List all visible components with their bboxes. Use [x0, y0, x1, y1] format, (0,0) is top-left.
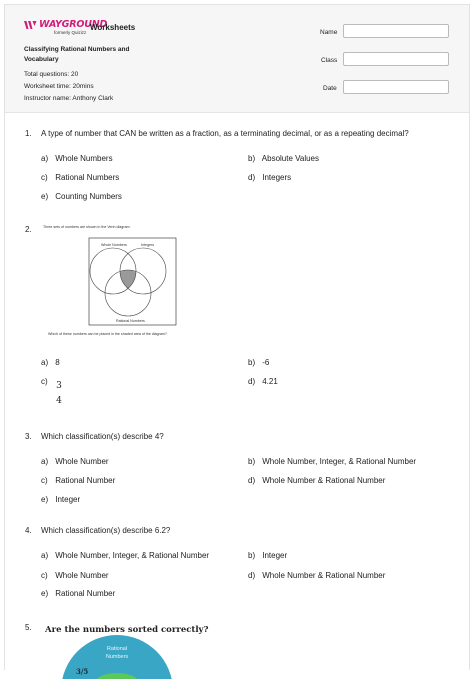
option-letter: e) — [41, 589, 49, 598]
option-c[interactable] — [41, 173, 119, 182]
option-c[interactable] — [41, 571, 109, 580]
option-d[interactable] — [248, 377, 278, 386]
brand-subtitle: formerly Quizizz — [54, 30, 87, 35]
option-a[interactable] — [41, 551, 209, 560]
option-label: Integer — [262, 551, 288, 560]
option-b[interactable] — [248, 551, 287, 560]
option-letter: c) — [41, 377, 48, 386]
instructor-name: Instructor name: Anthony Clark — [24, 95, 114, 102]
venn-label-integers: Integers — [141, 243, 154, 247]
option-letter: a) — [41, 154, 49, 163]
option-e[interactable] — [41, 589, 115, 598]
option-c[interactable] — [41, 476, 115, 485]
date-label: Date — [323, 85, 337, 92]
option-label: 8 — [55, 358, 60, 367]
question-number: 3. — [25, 432, 32, 441]
option-label: 4.21 — [262, 377, 278, 386]
venn-diagram — [43, 223, 193, 339]
option-label: -6 — [262, 358, 270, 367]
option-b[interactable] — [248, 358, 269, 367]
worksheet-header — [5, 5, 469, 113]
venn-caption-top: Three sets of numbers are shown in the Venn diagram. — [43, 225, 131, 229]
option-letter: e) — [41, 192, 49, 201]
option-letter: d) — [248, 476, 256, 485]
option-label: Whole Number & Rational Number — [262, 571, 386, 580]
question-text: Are the numbers sorted correctly? — [45, 625, 209, 635]
option-letter: b) — [248, 154, 256, 163]
option-label: Integer — [55, 495, 81, 504]
class-field[interactable] — [343, 52, 449, 66]
option-d[interactable] — [248, 476, 385, 485]
venn-caption-bottom: Which of these numbers can be placed in the shaded area of the diagram? — [48, 332, 167, 336]
option-label: Counting Numbers — [55, 192, 122, 201]
total-questions: Total questions: 20 — [24, 71, 79, 78]
name-label: Name — [320, 29, 338, 36]
option-d[interactable] — [248, 173, 291, 182]
question-text: Which classification(s) describe 4? — [41, 432, 164, 441]
wayground-logo-icon — [24, 20, 37, 30]
option-a[interactable] — [41, 154, 113, 163]
question-number: 5. — [25, 623, 32, 632]
date-field[interactable] — [343, 80, 449, 94]
question-number: 1. — [25, 129, 32, 138]
option-letter: c) — [41, 476, 48, 485]
fraction-value: 3/5 — [76, 667, 89, 676]
fraction-denominator: 4 — [56, 396, 62, 406]
fraction-numerator: 3 — [56, 381, 62, 391]
option-label: Whole Number & Rational Number — [262, 476, 386, 485]
worksheet-page — [4, 4, 470, 676]
question-text: Which classification(s) describe 6.2? — [41, 526, 171, 535]
option-label: Rational Numbers — [55, 173, 120, 182]
option-letter: c) — [41, 173, 48, 182]
option-letter: b) — [248, 457, 256, 466]
option-b[interactable] — [248, 457, 416, 466]
class-label: Class — [321, 57, 338, 64]
rational-numbers-label: Rational Numbers — [105, 646, 129, 660]
option-letter: d) — [248, 377, 256, 386]
option-a[interactable] — [41, 358, 60, 367]
option-label: Whole Numbers — [55, 154, 113, 163]
question-number: 4. — [25, 526, 32, 535]
option-e[interactable] — [41, 495, 80, 504]
question-text: A type of number that CAN be written as a fraction, as a terminating decimal, or as a repeating decimal? — [41, 129, 409, 138]
option-label: Rational Number — [55, 589, 116, 598]
option-label: Whole Number, Integer, & Rational Number — [262, 457, 417, 466]
nested-sets-image — [61, 639, 181, 679]
option-letter: a) — [41, 457, 49, 466]
option-label: Rational Number — [55, 476, 116, 485]
option-letter: a) — [41, 551, 49, 560]
option-letter: b) — [248, 551, 256, 560]
option-c[interactable] — [41, 377, 53, 386]
option-label: Whole Number — [55, 457, 109, 466]
option-letter: d) — [248, 571, 256, 580]
option-label: Whole Number, Integer, & Rational Number — [55, 551, 210, 560]
option-letter: c) — [41, 571, 48, 580]
worksheets-label: Worksheets — [90, 23, 136, 32]
option-label: Whole Number — [55, 571, 109, 580]
option-label: Integers — [262, 173, 292, 182]
option-a[interactable] — [41, 457, 109, 466]
name-field[interactable] — [343, 24, 449, 38]
question-number: 2. — [25, 225, 32, 234]
worksheet-title: Classifying Rational Numbers and Vocabulary — [24, 46, 130, 63]
option-letter: a) — [41, 358, 49, 367]
option-e[interactable] — [41, 192, 122, 201]
option-letter: e) — [41, 495, 49, 504]
venn-label-rational: Rational Numbers — [116, 319, 145, 323]
option-letter: b) — [248, 358, 256, 367]
venn-label-whole: Whole Numbers — [101, 243, 127, 247]
option-letter: d) — [248, 173, 256, 182]
option-d[interactable] — [248, 571, 385, 580]
worksheet-time: Worksheet time: 20mins — [24, 83, 94, 90]
brand-name: WAYGROUND — [39, 19, 108, 30]
option-b[interactable] — [248, 154, 319, 163]
option-label: Absolute Values — [261, 154, 320, 163]
